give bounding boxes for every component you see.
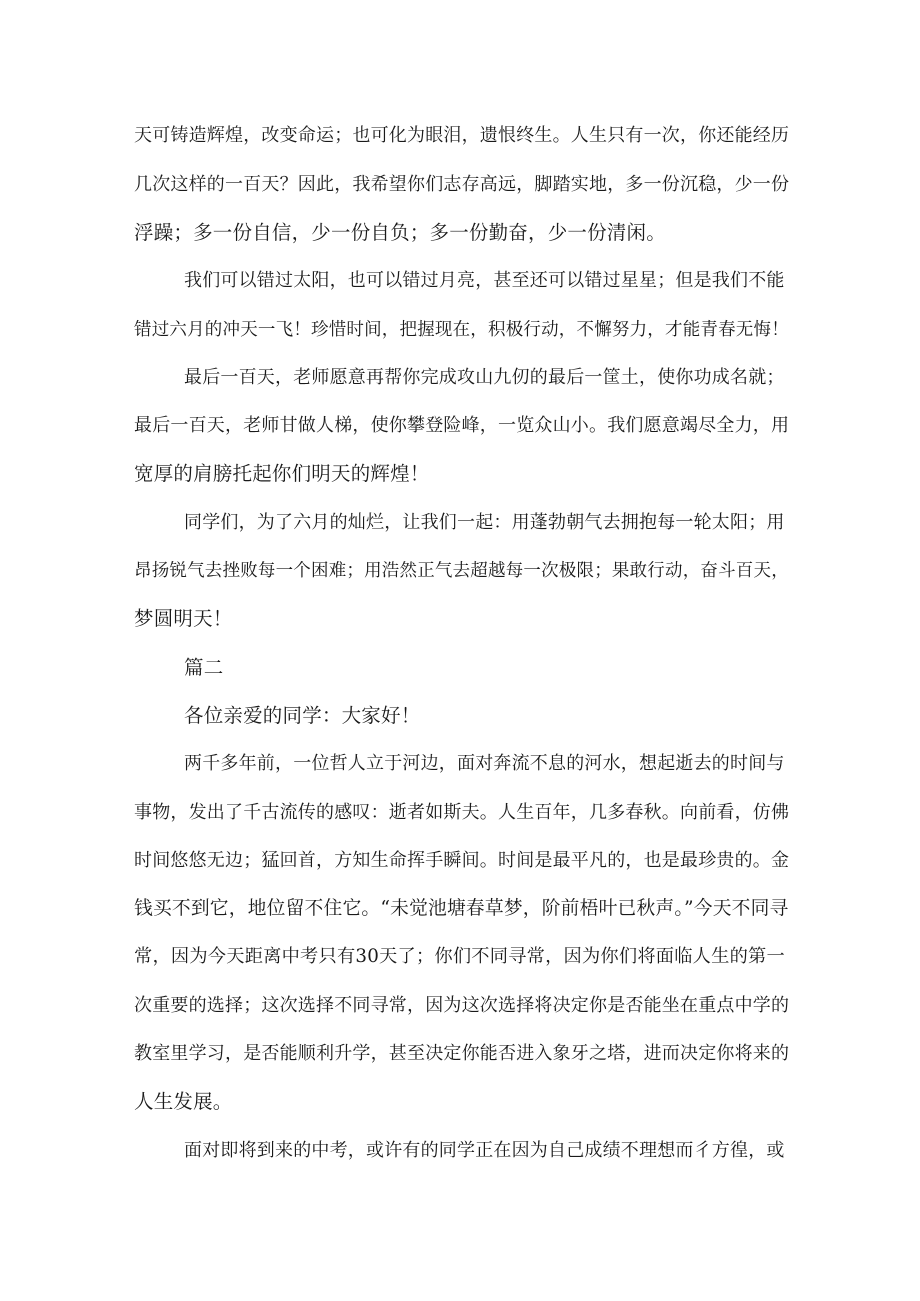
text-line: 同学们，为了六月的灿烂，让我们一起：用蓬勃朝气去拥抱每一轮太阳；用 [184, 512, 785, 533]
text-line: 时间悠悠无边；猛回首，方知生命挥手瞬间。时间是最平凡的，也是最珍贵的。金 [134, 850, 790, 871]
text-line: 天可铸造辉煌，改变命运；也可化为眼泪，遗恨终生。人生只有一次，你还能经历 [134, 125, 790, 146]
text-line: 错过六月的冲天一飞！珍惜时间，把握现在，积极行动，不懈努力，才能青春无悔！ [134, 320, 789, 340]
text-line: 我们可以错过太阳，也可以错过月亮，甚至还可以错过星星；但是我们不能 [184, 270, 785, 291]
text-line: 面对即将到来的中考，或许有的同学正在因为自己成绩不理想而彳方徨，或 [184, 1140, 785, 1161]
text-line: 常，因为今天距离中考只有30天了；你们不同寻常，因为你们将面临人生的第一 [134, 946, 785, 967]
text-line: 宽厚的肩膀托起你们明天的辉煌！ [134, 462, 430, 485]
text-line: 次重要的选择；这次选择不同寻常，因为这次选择将决定你是否能坐在重点中学的 [134, 995, 790, 1016]
text-line: 两千多年前，一位哲人立于河边，面对奔流不息的河水，想起逝去的时间与 [184, 753, 785, 774]
text-line: 人生发展。 [134, 1090, 233, 1113]
text-line: 钱买不到它，地位留不住它。“未觉池塘春草梦，阶前梧叶已秋声。”今天不同寻 [134, 898, 789, 919]
salutation: 各位亲爱的同学：大家好！ [184, 704, 421, 727]
text-line: 昂扬锐气去挫败每一个困难；用浩然正气去超越每一次极限；果敢行动，奋斗百天， [134, 561, 789, 581]
text-line: 浮躁；多一份自信，少一份自负；多一份勤奋，少一份清闲。 [134, 221, 666, 244]
text-line: 梦圆明天！ [134, 607, 233, 630]
text-line: 事物，发出了千古流传的感叹：逝者如斯夫。人生百年，几多春秋。向前看，仿佛 [134, 802, 790, 823]
text-line: 最后一百天，老师愿意再帮你完成攻山九仞的最后一筐土，使你功成名就； [184, 367, 785, 388]
section-heading: 篇二 [184, 656, 224, 679]
text-line: 教室里学习，是否能顺利升学，甚至决定你能否进入象牙之塔，进而决定你将来的 [134, 1043, 790, 1064]
text-line: 最后一百天，老师甘做人梯，使你攀登险峰，一览众山小。我们愿意竭尽全力，用 [134, 415, 790, 436]
text-line: 几次这样的一百天？因此，我希望你们志存高远，脚踏实地，多一份沉稳，少一份 [134, 174, 790, 195]
